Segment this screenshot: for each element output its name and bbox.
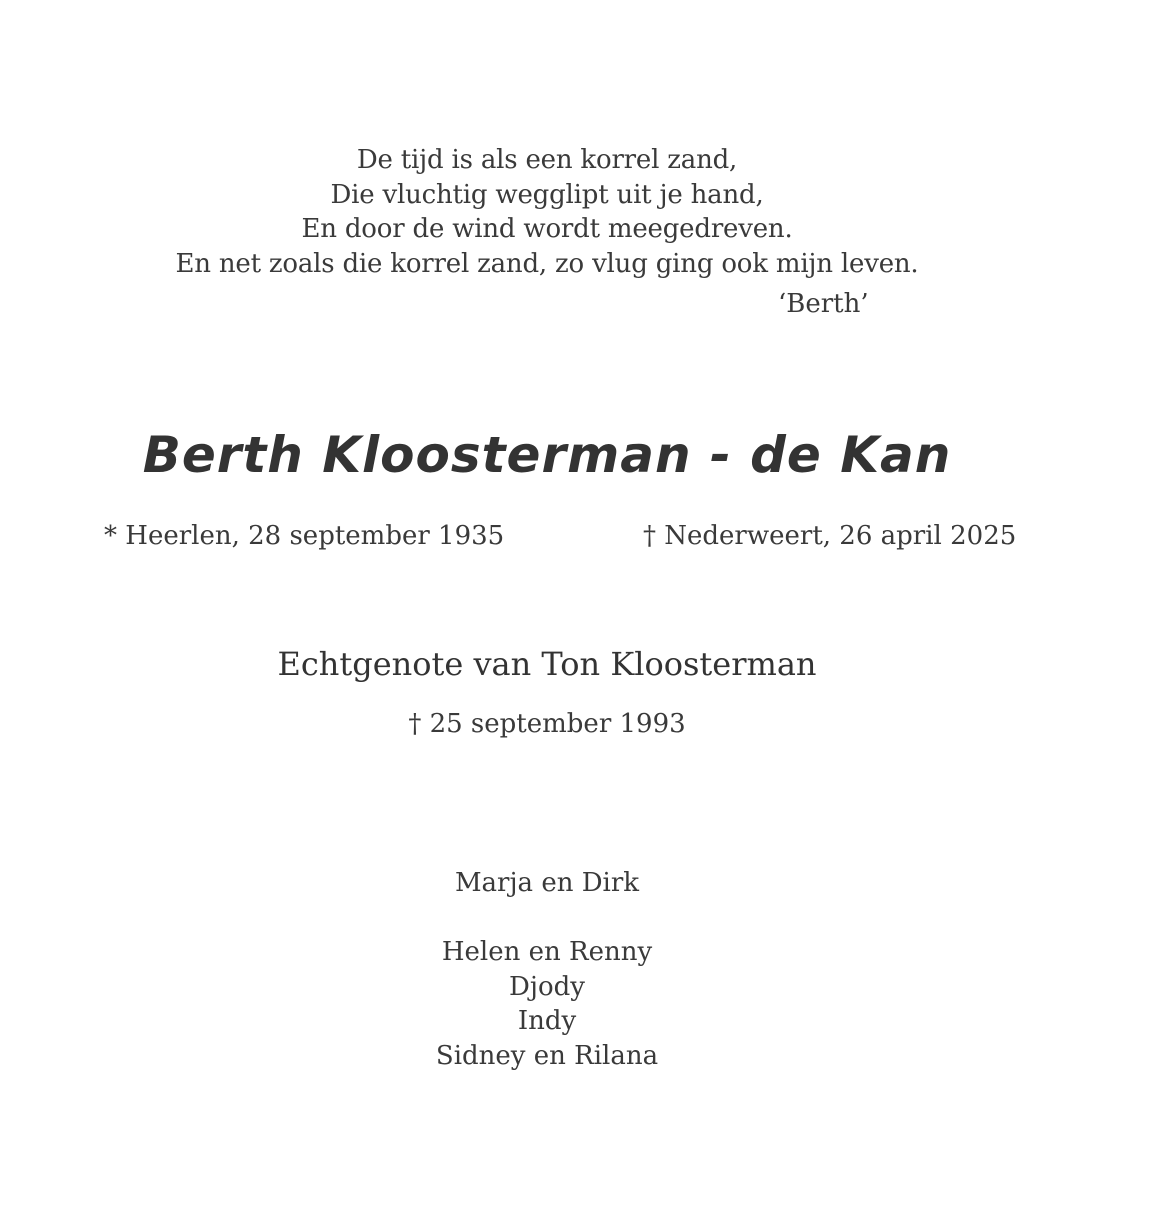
poem-line: En net zoals die korrel zand, zo vlug ging ook mijn leven. [175,248,919,279]
poem-line: De tijd is als een korrel zand, [356,145,738,175]
spouse-title: Echtgenote van Ton Kloosterman [277,645,817,683]
poem [0,143,1094,281]
spouse-death-date: † 25 september 1993 [408,709,686,739]
family-grandchild: Helen en Renny [441,937,653,967]
family-children: Marja en Dirk [454,868,640,898]
deceased-name: Berth Kloosterman - de Kan [142,426,952,484]
birth-details: * Heerlen, 28 september 1935 [104,521,505,551]
family-grandchild: Djody [509,971,585,1002]
family-grandchild: Sidney en Rilana [435,1040,659,1071]
poem-line: En door de wind wordt meegedreven. [301,214,793,244]
death-details: † Nederweert, 26 april 2025 [643,521,1017,551]
family-grandchild: Indy [517,1006,577,1036]
poem-attribution: ‘Berth’ [778,289,869,319]
family-list [0,866,1094,1073]
family-spacer [0,901,1094,936]
poem-line: Die vluchtig wegglipt uit je hand, [330,179,764,210]
